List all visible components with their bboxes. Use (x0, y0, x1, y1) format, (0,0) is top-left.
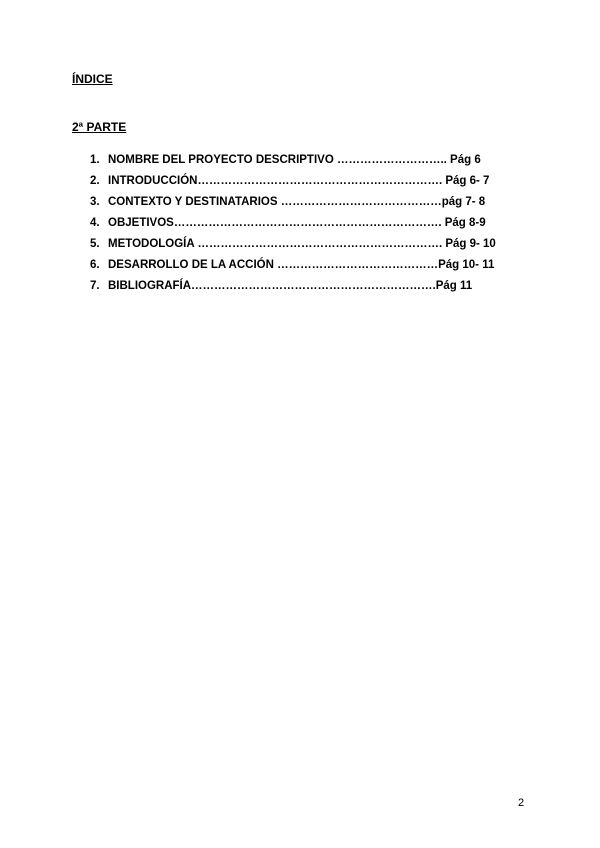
index-title: ÍNDICE (72, 72, 113, 86)
toc-item-number: 1. (90, 154, 100, 166)
toc-item-text: DESARROLLO DE LA ACCIÓN ……………………………………Pág 10- 11 (108, 259, 495, 271)
table-of-contents (90, 153, 496, 300)
toc-item-number: 4. (90, 217, 100, 229)
toc-item-text: METODOLOGÍA ………………………………………………………. Pág 9- 10 (108, 238, 496, 250)
toc-item-text: BIBLIOGRAFÍA……………………………………………………….Pág 11 (108, 280, 473, 292)
part-title: 2ª PARTE (72, 120, 127, 134)
toc-item-number: 6. (90, 259, 100, 271)
toc-item-number: 2. (90, 175, 100, 187)
toc-item-text: CONTEXTO Y DESTINATARIOS ……………………………………pág 7- 8 (108, 196, 486, 208)
toc-item-text: OBJETIVOS……………………………………………………………. Pág 8-9 (108, 217, 486, 229)
toc-item (90, 153, 496, 174)
toc-item (90, 195, 496, 216)
toc-item (90, 237, 496, 258)
toc-item (90, 216, 496, 237)
toc-item (90, 258, 496, 279)
toc-item-text: NOMBRE DEL PROYECTO DESCRIPTIVO ……………………….. Pág 6 (108, 154, 481, 166)
toc-item-number: 3. (90, 196, 100, 208)
toc-item-text: INTRODUCCIÓN………………………………………………………. Pág 6- 7 (108, 175, 490, 187)
toc-item-number: 5. (90, 238, 100, 250)
page-number: 2 (518, 797, 525, 809)
toc-item (90, 279, 496, 300)
toc-item (90, 174, 496, 195)
toc-item-number: 7. (90, 280, 100, 292)
